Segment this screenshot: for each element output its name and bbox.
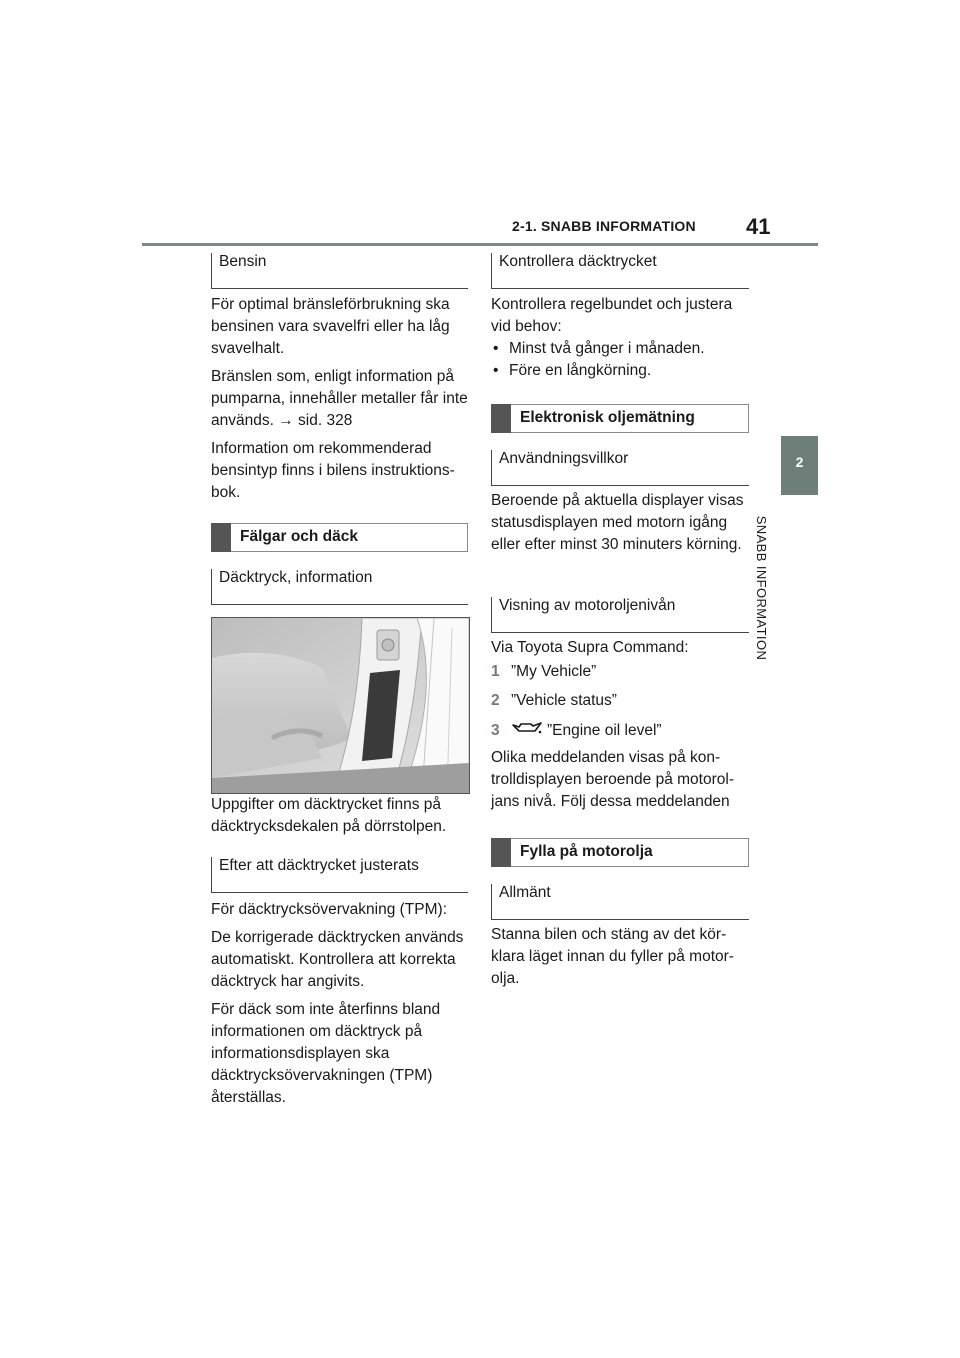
header-rule <box>142 243 818 246</box>
heading-fylla-label: Fylla på motorolja <box>520 843 653 860</box>
chapter-label: SNABB INFORMATION <box>754 515 769 661</box>
heading-allmant: Allmänt <box>491 884 749 920</box>
visning-paragraph-1: Via Toyota Supra Command: <box>491 639 689 656</box>
door-pillar-illustration <box>212 618 469 793</box>
oil-can-icon <box>511 720 547 742</box>
heading-falgar-och-dack <box>211 523 468 552</box>
kontrollera-paragraph-1: Kontrollera regelbundet och justera vid behov: <box>491 296 733 335</box>
heading-efter-att-dacktrycket-justerats: Efter att däcktrycket justerats <box>211 857 468 893</box>
bensin-paragraph-1: För optimal bränsleförbrukning ska bensinen vara svavelfri eller ha låg svavelhalt. <box>211 296 450 357</box>
step-2 <box>491 690 749 712</box>
door-pillar-tire-label-image <box>211 617 470 794</box>
visning-paragraph-2: Olika meddelanden visas på kon-trolldisplayen beroende på motorol-jans nivå. Följ dessa meddelanden <box>491 749 734 810</box>
heading-falgar-label: Fälgar och däck <box>240 528 359 545</box>
step-number: 2 <box>491 692 500 709</box>
anvandning-paragraph-1: Beroende på aktuella displayer visas statusdisplayen med motorn igång eller efter minst 30 minuters körning. <box>491 492 744 553</box>
bensin-paragraph-2-text: Bränslen som, enligt information på pumparna, innehåller metaller får inte används. <box>211 368 468 429</box>
heading-anvandningsvillkor: Användningsvillkor <box>491 450 749 486</box>
kontrollera-text <box>491 294 749 382</box>
heading-elektronisk-oljematning <box>491 404 749 433</box>
dacktryck-paragraph-1: Uppgifter om däcktrycket finns på däcktrycksdekalen på dörrstolpen. <box>211 796 447 835</box>
heading-bensin: Bensin <box>211 253 468 289</box>
step-text: ”Vehicle status” <box>511 692 617 709</box>
visning-text-2 <box>491 747 749 819</box>
step-number: 3 <box>491 722 500 740</box>
step-1 <box>491 661 749 683</box>
heading-visning-av-motoroljenivan: Visning av motoroljenivån <box>491 597 749 633</box>
allmant-text <box>491 924 749 996</box>
page-number: 41 <box>746 214 771 239</box>
efter-paragraph-1: För däcktrycksövervakning (TPM): <box>211 901 447 918</box>
section-title: 2-1. SNABB INFORMATION <box>512 218 696 234</box>
page-reference-link[interactable]: sid. 328 <box>298 412 353 429</box>
dacktryck-text <box>211 794 468 844</box>
chapter-number: 2 <box>795 454 804 470</box>
efter-paragraph-2: De korrigerade däcktrycken används automatiskt. Kontrollera att korrekta däcktryck har angivits. <box>211 929 464 990</box>
heading-elektronisk-label: Elektronisk oljemätning <box>520 409 695 426</box>
list-item: • Minst två gånger i månaden. <box>491 338 749 360</box>
step-text: ”My Vehicle” <box>511 663 597 680</box>
heading-square-icon <box>491 838 511 867</box>
efter-text <box>211 899 468 1115</box>
step-text: ”Engine oil level” <box>547 722 662 740</box>
heading-kontrollera-dacktrycket: Kontrollera däcktrycket <box>491 253 749 289</box>
heading-fylla-pa-motorolja <box>491 838 749 867</box>
arrow-icon: → <box>278 412 294 429</box>
heading-square-icon <box>211 523 231 552</box>
efter-paragraph-3: För däck som inte återfinns bland informationen om däcktryck på informationsdisplayen ska däcktrycksövervakningen (TPM) återställas. <box>211 1001 441 1106</box>
anvandning-text <box>491 490 749 562</box>
bensin-paragraph-2 <box>211 366 468 432</box>
bensin-text <box>211 294 468 510</box>
allmant-paragraph-1: Stanna bilen och stäng av det kör-klara läget innan du fyller på motor-olja. <box>491 926 734 987</box>
heading-square-icon <box>491 404 511 433</box>
step-3 <box>491 720 749 742</box>
heading-dacktryck-information: Däcktryck, information <box>211 569 468 605</box>
kontrollera-bullet-list <box>491 338 749 382</box>
bensin-paragraph-3: Information om rekommenderad bensintyp finns i bilens instruktions-bok. <box>211 440 455 501</box>
step-number: 1 <box>491 663 500 680</box>
list-item: • Före en långkörning. <box>491 360 749 382</box>
